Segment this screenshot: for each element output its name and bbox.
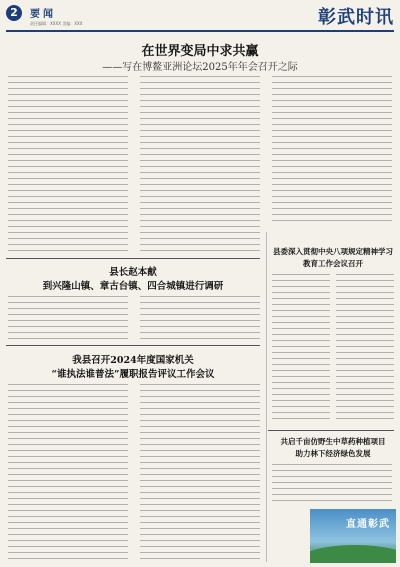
- article5-column: [272, 464, 392, 506]
- newspaper-brand: 彰武时讯: [318, 7, 394, 28]
- article4-title-2: 教育工作会议召开: [303, 259, 363, 268]
- section-divider-left: [6, 258, 260, 259]
- masthead: [0, 0, 400, 34]
- lead-column-2: [140, 76, 260, 256]
- article3-column-1: [8, 384, 128, 562]
- right-column-divider: [266, 232, 267, 562]
- article2-title-2: 到兴隆山镇、章古台镇、四合城镇进行调研: [42, 281, 224, 292]
- section-divider-right: [268, 430, 394, 431]
- article3-title-1: 我县召开2024年度国家机关: [72, 355, 194, 366]
- article5-title-1: 共启千亩仿野生中草药种植项目: [280, 437, 386, 446]
- editor-line: 责任编辑：XXXX 美编：XXX: [30, 21, 83, 26]
- article5-title-2: 助力林下经济绿色发展: [295, 449, 371, 458]
- lead-column-1: [8, 76, 128, 256]
- masthead-rule: [6, 30, 394, 32]
- ad-banner: [310, 509, 396, 563]
- article2-column-2: [140, 296, 260, 342]
- article2-column-1: [8, 296, 128, 342]
- lead-column-3: [272, 76, 392, 226]
- article3-column-2: [140, 384, 260, 562]
- article3-title-2: “谁执法谁普法”履职报告评议工作会议: [51, 369, 215, 380]
- page-number-badge: 2: [6, 5, 22, 21]
- article4-title-1: 县委深入贯彻中央八项规定精神学习: [273, 247, 393, 256]
- article4-column-1: [272, 274, 330, 424]
- lead-subhead: ——写在博鳌亚洲论坛2025年年会召开之际: [102, 62, 298, 73]
- section-title: 要闻: [30, 9, 56, 20]
- article4-column-2: [336, 274, 394, 424]
- lead-headline: 在世界变局中求共赢: [141, 44, 259, 59]
- article2-title-1: 县长赵本献: [109, 267, 157, 278]
- section-divider-left-2: [6, 345, 260, 346]
- ad-title: 直通彰武: [346, 519, 390, 530]
- hill-graphic: [310, 545, 396, 563]
